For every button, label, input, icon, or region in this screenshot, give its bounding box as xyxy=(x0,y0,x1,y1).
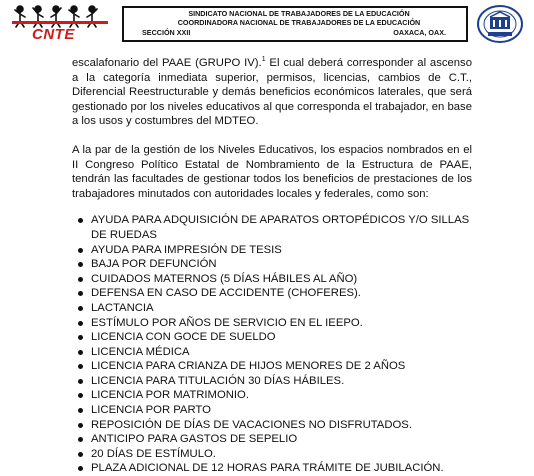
paragraph-1 xyxy=(72,56,472,129)
list-item: LICENCIA CON GOCE DE SUELDO xyxy=(72,330,472,345)
list-item: ESTÍMULO POR AÑOS DE SERVICIO EN EL IEEPO. xyxy=(72,316,472,331)
list-item: REPOSICIÓN DE DÍAS DE VACACIONES NO DISFRUTADOS. xyxy=(72,418,472,433)
list-item: AYUDA PARA IMPRESIÓN DE TESIS xyxy=(72,243,472,258)
header-line-coordinadora: COORDINADORA NACIONAL DE TRABAJADORES DE LA EDUCACIÓN xyxy=(177,18,421,28)
footnote-ref[interactable]: 1 xyxy=(261,56,266,63)
paragraph-1-rest: El cual deberá corresponder al ascenso a la categoría inmediata superior, permisos, licencias, cambios de C.T., Diferencial Reestructurable y demás beneficios económicos laterales, que será gestionado por los niveles educativos al que corresponda el trabajador, en base a los usos y costumbres del MDTEO. xyxy=(72,57,472,128)
location-label: OAXACA, OAX. xyxy=(393,27,446,37)
header-line-section xyxy=(138,28,460,37)
list-item: PLAZA ADICIONAL DE 12 HORAS PARA TRÁMITE DE JUBILACIÓN. xyxy=(72,461,472,476)
list-item: LICENCIA MÉDICA xyxy=(72,345,472,360)
paragraph-1-start: escalafonario del PAAE (GRUPO IV). xyxy=(72,57,262,69)
cnte-logo xyxy=(8,4,116,44)
protest-figures-icon xyxy=(12,4,112,28)
list-item: 20 DÍAS DE ESTÍMULO. xyxy=(72,447,472,462)
cnte-wordmark: CNTE xyxy=(32,26,75,43)
list-item: LICENCIA POR PARTO xyxy=(72,403,472,418)
list-item: LACTANCIA xyxy=(72,301,472,316)
benefits-list xyxy=(72,213,472,476)
section-label: SECCIÓN XXII xyxy=(142,27,191,37)
list-item: ANTICIPO PARA GASTOS DE SEPELIO xyxy=(72,432,472,447)
list-item: CUIDADOS MATERNOS (5 DÍAS HÁBILES AL AÑO) xyxy=(72,272,472,287)
list-item: LICENCIA POR MATRIMONIO. xyxy=(72,388,472,403)
list-item: AYUDA PARA ADQUISICIÓN DE APARATOS ORTOPÉDICOS Y/O SILLAS DE RUEDAS xyxy=(72,213,472,242)
seal-icon xyxy=(476,4,524,44)
header-line-union: SINDICATO NACIONAL DE TRABAJADORES DE LA EDUCACIÓN xyxy=(188,9,410,18)
header-title-box xyxy=(122,6,468,42)
list-item: BAJA POR DEFUNCIÓN xyxy=(72,257,472,272)
list-item: DEFENSA EN CASO DE ACCIDENTE (CHOFERES). xyxy=(72,286,472,301)
document-body xyxy=(72,56,472,476)
paragraph-2: A la par de la gestión de los Niveles Educativos, los espacios nombrados en el II Congreso Político Estatal de Nombramiento de la Estructura de PAAE, tendrán las facultades de gestionar todos los beneficios de prestaciones de los trabajadores minutados con autoridades locales y federales, como son: xyxy=(72,143,472,200)
list-item: LICENCIA PARA TITULACIÓN 30 DÍAS HÁBILES. xyxy=(72,374,472,389)
document-header xyxy=(6,4,528,44)
list-item: LICENCIA PARA CRIANZA DE HIJOS MENORES DE 2 AÑOS xyxy=(72,359,472,374)
section-xxii-seal xyxy=(476,4,526,44)
